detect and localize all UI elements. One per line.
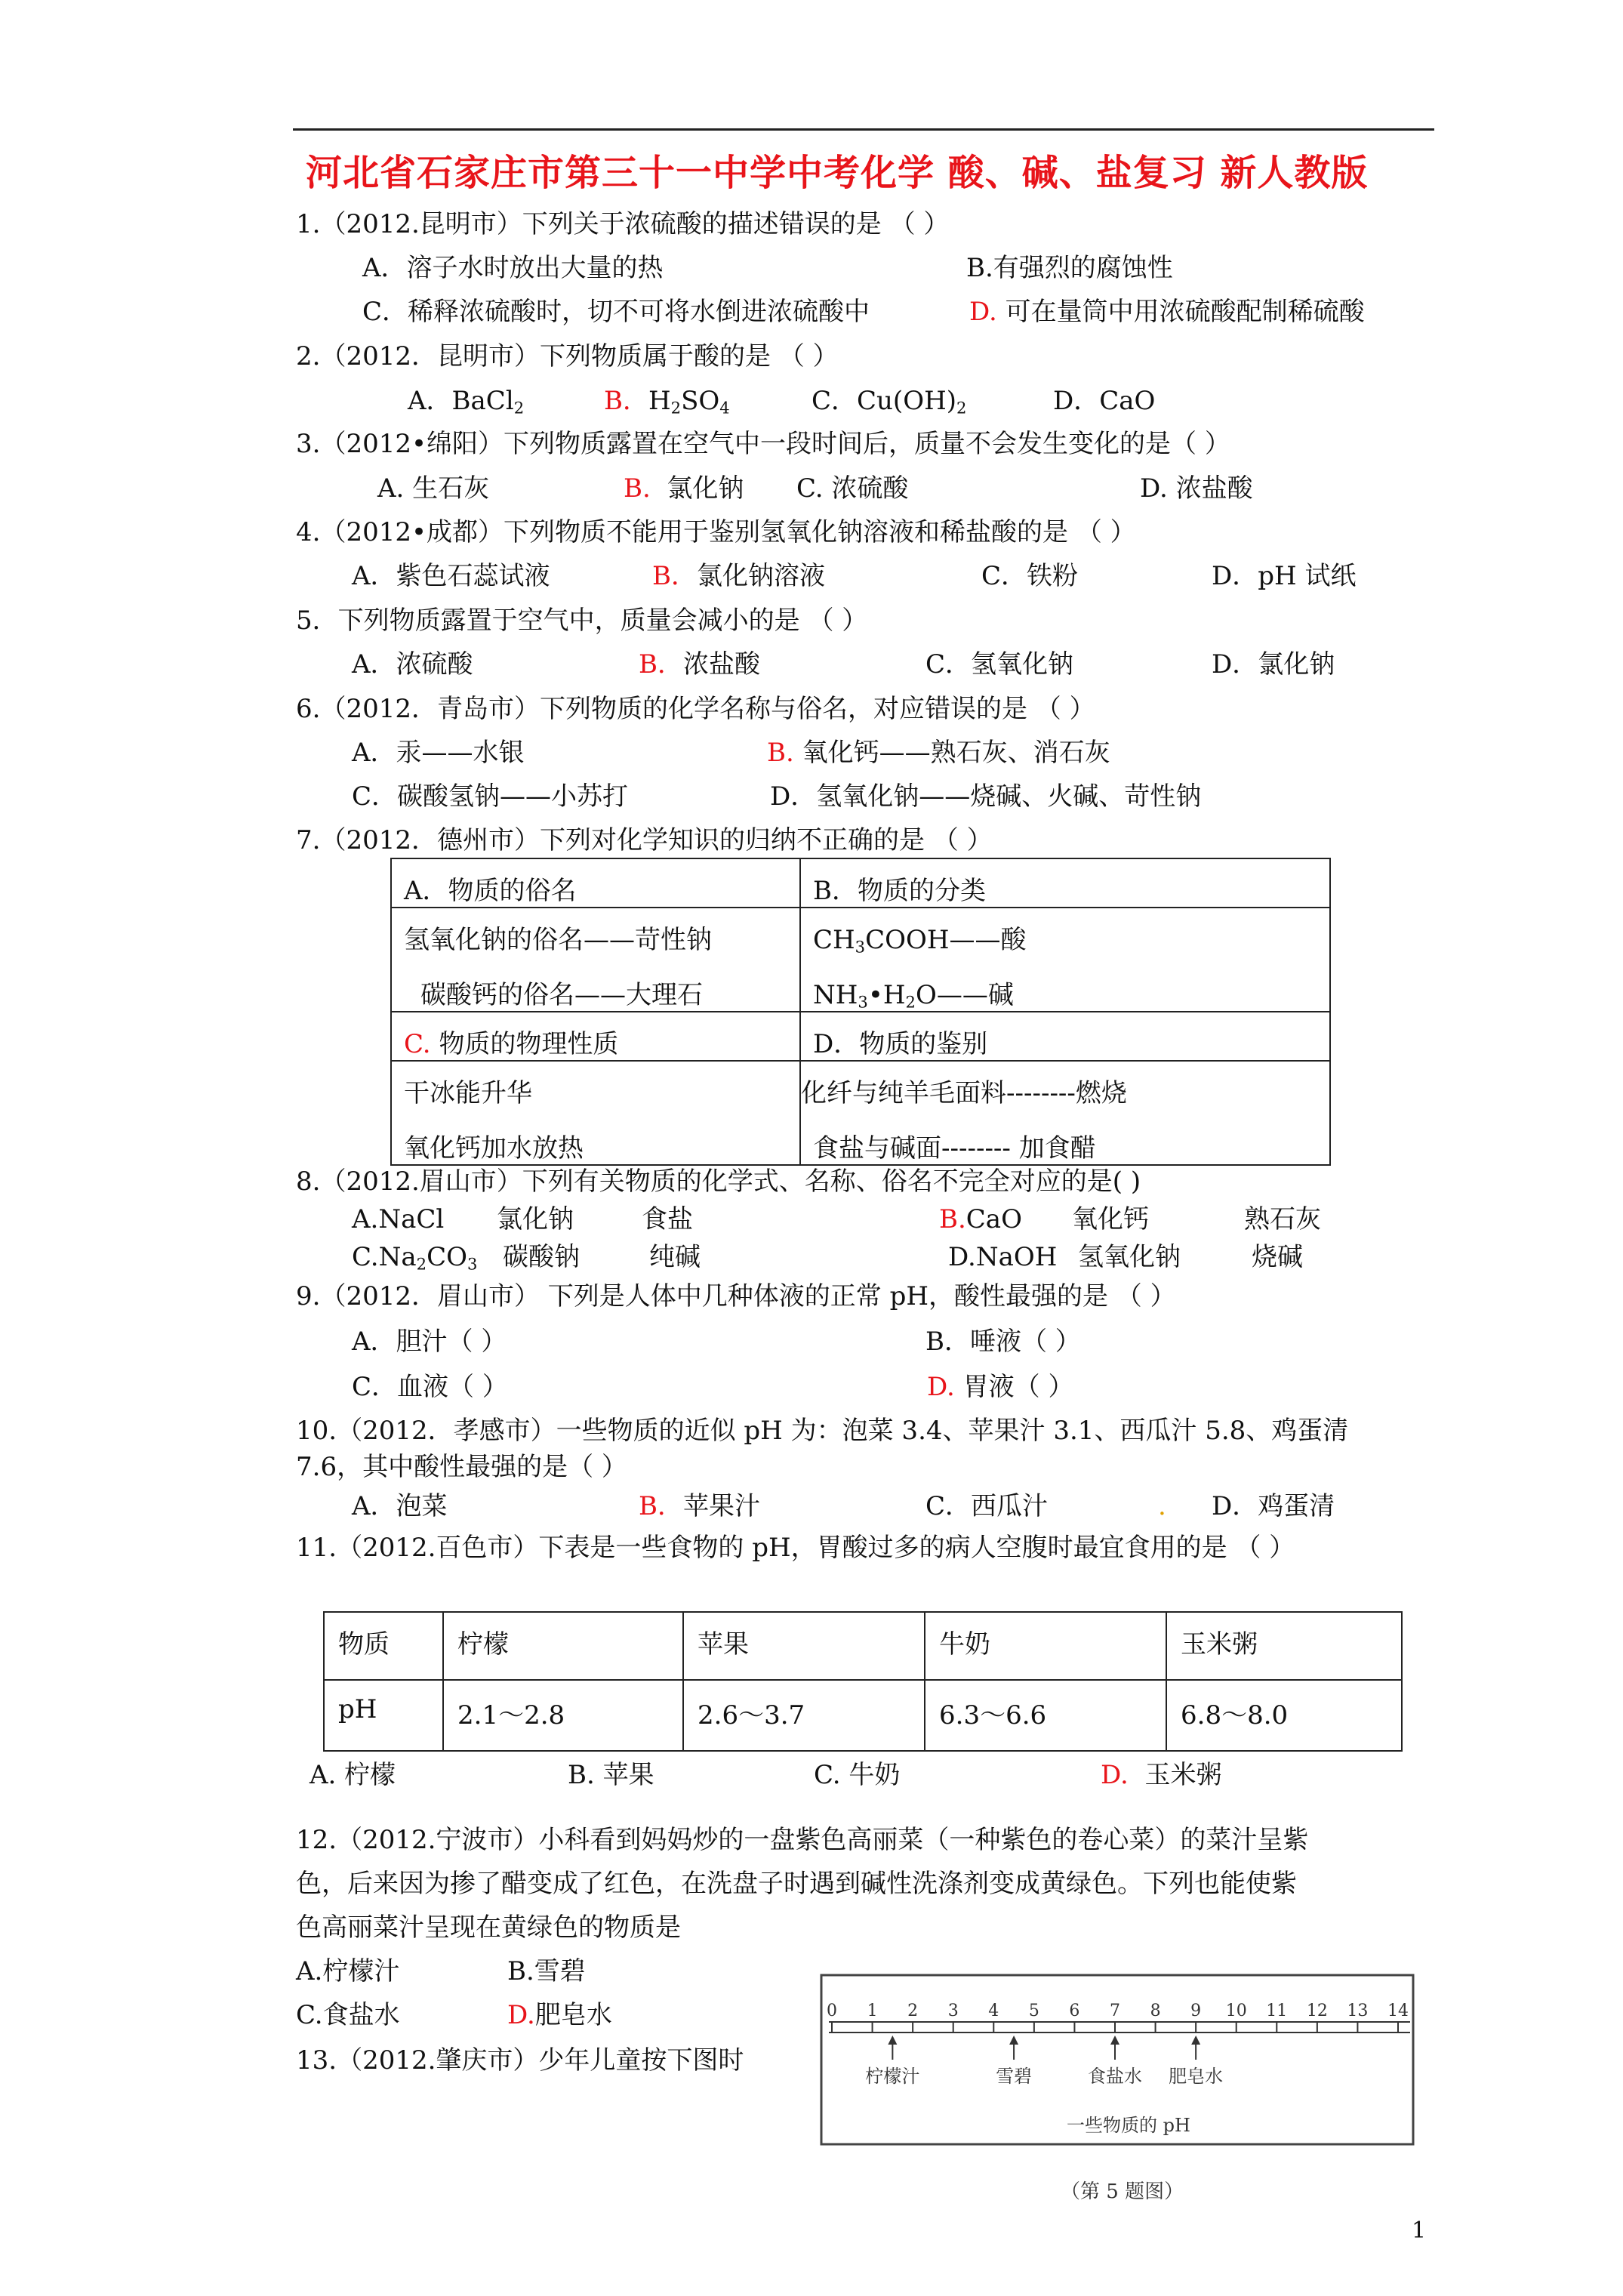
question-7-stem: 7.（2012．德州市）下列对化学知识的归纳不正确的是 （ ） bbox=[296, 825, 993, 855]
q11-cell-2: 2.6～3.7 bbox=[698, 1700, 805, 1730]
question-3-stem: 3.（2012•绵阳）下列物质露置在空气中一段时间后，质量不会发生变化的是（ ） bbox=[296, 429, 1230, 459]
page-number: 1 bbox=[1412, 2217, 1427, 2244]
q1-option-d-text: 可在量筒中用浓硫酸配制稀硫酸 bbox=[1005, 297, 1365, 327]
q11-option-b: B. 苹果 bbox=[568, 1760, 654, 1790]
answer-letter: C. bbox=[404, 1029, 431, 1059]
tick-label: 2 bbox=[907, 2002, 919, 2020]
q6-option-a: A．汞——水银 bbox=[352, 738, 525, 768]
q8-a-formula: A.NaCl bbox=[352, 1204, 445, 1234]
q10-option-b: B．苹果汁 bbox=[639, 1491, 760, 1521]
q7-cell-c-line2: 氧化钙加水放热 bbox=[404, 1133, 584, 1163]
top-rule bbox=[293, 128, 1434, 131]
tick-label: 13 bbox=[1347, 2002, 1369, 2020]
q8-b-formula: B.CaO bbox=[939, 1204, 1022, 1234]
q11-header-3: 牛奶 bbox=[939, 1629, 990, 1660]
tick-label: 0 bbox=[827, 2002, 837, 2020]
q2-option-a: A．BaCl$_2$ bbox=[408, 386, 525, 418]
marker-label: 肥皂水 bbox=[1169, 2066, 1224, 2087]
q7-cell-d-head: D．物质的鉴别 bbox=[813, 1029, 988, 1059]
tick-label: 4 bbox=[988, 2002, 999, 2020]
q12-option-a: A.柠檬汁 bbox=[296, 1956, 400, 1986]
tick-label: 7 bbox=[1110, 2002, 1120, 2020]
q11-cell-1: 2.1～2.8 bbox=[457, 1700, 565, 1730]
ph-scale-figure bbox=[815, 1968, 1419, 2171]
tick-label: 3 bbox=[947, 2002, 959, 2020]
q5-option-d: D．氯化钠 bbox=[1212, 649, 1335, 680]
q8-c-common: 纯碱 bbox=[649, 1242, 701, 1272]
q11-option-d: D. 玉米粥 bbox=[1101, 1760, 1222, 1790]
answer-letter: B． bbox=[639, 1491, 683, 1521]
q7-cell-b-line1: $CH_3COOH——$酸 bbox=[813, 925, 1027, 957]
q10-option-d: D．鸡蛋清 bbox=[1212, 1491, 1335, 1521]
q8-b-common: 熟石灰 bbox=[1244, 1204, 1321, 1234]
q2-option-d: D．CaO bbox=[1053, 386, 1156, 416]
q8-d-formula: D.NaOH bbox=[948, 1242, 1058, 1272]
q9-option-a: A．胆汁（ ） bbox=[352, 1327, 507, 1357]
q5-option-c: C．氢氧化钠 bbox=[925, 649, 1074, 680]
q1-option-d bbox=[969, 299, 1365, 325]
q11-header-2: 苹果 bbox=[698, 1629, 749, 1660]
answer-letter: B. bbox=[767, 738, 794, 768]
q2-option-c: C．$Cu(OH)_2$ bbox=[812, 386, 967, 418]
marker-label: 食盐水 bbox=[1088, 2066, 1142, 2087]
q11-option-c: C. 牛奶 bbox=[814, 1760, 901, 1790]
tick-label: 14 bbox=[1387, 2002, 1409, 2020]
q7-cell-a-line2: 碳酸钙的俗名——大理石 bbox=[420, 980, 703, 1010]
question-4-stem: 4.（2012•成都）下列物质不能用于鉴别氢氧化钠溶液和稀盐酸的是 （ ） bbox=[296, 517, 1136, 547]
q2-option-b: B．$H_2SO_4$ bbox=[604, 386, 730, 418]
q11-cell-0: pH bbox=[338, 1694, 377, 1724]
q12-option-c: C.食盐水 bbox=[296, 2000, 400, 2030]
tick-label: 6 bbox=[1069, 2002, 1080, 2020]
q8-a-common: 食盐 bbox=[642, 1204, 693, 1234]
q6-option-d: D．氢氧化钠——烧碱、火碱、苛性钠 bbox=[770, 781, 1202, 812]
q9-option-c: C．血液（ ） bbox=[352, 1372, 508, 1402]
q10-option-a: A．泡菜 bbox=[352, 1491, 448, 1521]
q1-option-c: C．稀释浓硫酸时，切不可将水倒进浓硫酸中 bbox=[362, 297, 870, 327]
figure-caption: 一些物质的 pH bbox=[1067, 2115, 1190, 2136]
q7-cell-c-line1: 干冰能升华 bbox=[404, 1078, 532, 1108]
question-8-stem: 8.（2012.眉山市）下列有关物质的化学式、名称、俗名不完全对应的是( ) bbox=[296, 1166, 1141, 1197]
marker-arrow-head bbox=[1191, 2036, 1200, 2045]
q11-header-1: 柠檬 bbox=[457, 1629, 509, 1660]
question-10-stem-line2: 7.6，其中酸性最强的是（ ） bbox=[296, 1452, 627, 1482]
marker-label: 雪碧 bbox=[996, 2066, 1033, 2087]
q7-cell-a-head: A．物质的俗名 bbox=[404, 876, 577, 906]
q11-cell-4: 6.8～8.0 bbox=[1181, 1700, 1289, 1730]
q6-option-c: C．碳酸氢钠——小苏打 bbox=[352, 781, 629, 812]
q4-option-a: A．紫色石蕊试液 bbox=[352, 561, 550, 591]
q3-option-c: C. 浓硫酸 bbox=[796, 473, 909, 504]
q3-option-a: A. 生石灰 bbox=[377, 473, 490, 504]
q6-option-b: B. 氧化钙——熟石灰、消石灰 bbox=[767, 738, 1110, 768]
q7-cell-d-line2: 食盐与碱面-------- 加食醋 bbox=[813, 1133, 1096, 1163]
answer-letter: B． bbox=[652, 561, 697, 591]
answer-letter: D. bbox=[1101, 1760, 1129, 1790]
answer-letter: D. bbox=[507, 2000, 535, 2030]
tick-label: 8 bbox=[1150, 2002, 1161, 2020]
question-13-stem: 13.（2012.肇庆市）少年儿童按下图时 bbox=[296, 2045, 744, 2076]
q10-dot-mark: . bbox=[1158, 1491, 1166, 1521]
tick-label: 10 bbox=[1225, 2002, 1247, 2020]
tick-label: 11 bbox=[1266, 2002, 1288, 2020]
tick-label: 12 bbox=[1306, 2002, 1328, 2020]
q5-option-a: A．浓硫酸 bbox=[352, 649, 473, 680]
q8-d-common: 烧碱 bbox=[1252, 1242, 1303, 1272]
q7-cell-b-line2: $NH_3•H_2O——$碱 bbox=[813, 980, 1014, 1012]
q12-option-d: D.肥皂水 bbox=[507, 2000, 612, 2030]
q8-c-name: 碳酸钠 bbox=[503, 1242, 580, 1272]
q7-cell-a-line1: 氢氧化钠的俗名——苛性钠 bbox=[404, 925, 712, 955]
question-6-stem: 6.（2012．青岛市）下列物质的化学名称与俗名，对应错误的是 （ ） bbox=[296, 694, 1095, 724]
marker-arrow-head bbox=[1110, 2036, 1119, 2045]
tick-label: 1 bbox=[867, 2002, 878, 2020]
q9-option-d: D. 胃液（ ） bbox=[927, 1372, 1074, 1402]
question-12-line2: 色，后来因为掺了醋变成了红色，在洗盘子时遇到碱性洗涤剂变成黄绿色。下列也能使紫 bbox=[296, 1869, 1297, 1899]
q3-option-d: D. 浓盐酸 bbox=[1140, 473, 1253, 504]
q11-table bbox=[323, 1611, 1403, 1752]
q11-option-a: A. 柠檬 bbox=[310, 1760, 396, 1790]
page-title: 河北省石家庄市第三十一中学中考化学 酸、碱、盐复习 新人教版 bbox=[306, 152, 1369, 194]
answer-letter: D. bbox=[927, 1372, 955, 1402]
tick-label: 9 bbox=[1190, 2002, 1202, 2020]
q12-option-b: B.雪碧 bbox=[507, 1956, 586, 1986]
q10-option-c: C．西瓜汁 bbox=[925, 1491, 1049, 1521]
answer-letter: B． bbox=[639, 649, 683, 680]
answer-letter: B． bbox=[604, 386, 648, 416]
question-12-line1: 12.（2012.宁波市）小科看到妈妈炒的一盘紫色高丽菜（一种紫色的卷心菜）的菜汁呈紫 bbox=[296, 1825, 1309, 1855]
answer-letter: D. bbox=[969, 297, 997, 327]
q8-b-name: 氧化钙 bbox=[1072, 1204, 1149, 1234]
answer-letter: B. bbox=[939, 1204, 966, 1234]
q4-option-c: C．铁粉 bbox=[981, 561, 1079, 591]
q4-option-b: B．氯化钠溶液 bbox=[652, 561, 825, 591]
q8-c-formula: $C.Na_2CO_3$ bbox=[352, 1242, 478, 1274]
q1-option-a: A．溶子水时放出大量的热 bbox=[362, 253, 664, 283]
question-12-line3: 色高丽菜汁呈现在黄绿色的物质是 bbox=[296, 1912, 681, 1943]
answer-letter: B. bbox=[624, 473, 651, 504]
q4-option-d: D．pH 试纸 bbox=[1212, 561, 1357, 591]
question-1-stem: 1.（2012.昆明市）下列关于浓硫酸的描述错误的是 （ ） bbox=[296, 209, 950, 239]
q7-cell-d-line1: 化纤与纯羊毛面料--------燃烧 bbox=[801, 1078, 1127, 1108]
marker-label: 柠檬汁 bbox=[865, 2066, 920, 2087]
q11-header-4: 玉米粥 bbox=[1181, 1629, 1258, 1660]
marker-arrow-head bbox=[1009, 2036, 1018, 2045]
figure-number: （第 5 题图） bbox=[1061, 2180, 1184, 2203]
question-10-stem-line1: 10.（2012．孝感市）一些物质的近似 pH 为：泡菜 3.4、苹果汁 3.1、西瓜汁 5.8、鸡蛋清 bbox=[296, 1416, 1349, 1446]
q9-option-b: B．唾液（ ） bbox=[925, 1327, 1081, 1357]
question-2-stem: 2.（2012．昆明市）下列物质属于酸的是 （ ） bbox=[296, 341, 839, 371]
q3-option-b: B. 氯化钠 bbox=[624, 473, 744, 504]
q7-table bbox=[390, 858, 1331, 1166]
marker-arrow-head bbox=[888, 2036, 897, 2045]
q11-header-0: 物质 bbox=[338, 1629, 390, 1660]
q7-cell-c-head: C. 物质的物理性质 bbox=[404, 1029, 619, 1059]
q1-option-b: B.有强烈的腐蚀性 bbox=[966, 253, 1173, 283]
tick-label: 5 bbox=[1028, 2002, 1039, 2020]
q11-cell-3: 6.3～6.6 bbox=[939, 1700, 1047, 1730]
q8-d-name: 氢氧化钠 bbox=[1078, 1242, 1181, 1272]
question-9-stem: 9.（2012．眉山市） 下列是人体中几种体液的正常 pH，酸性最强的是 （ ） bbox=[296, 1281, 1176, 1311]
question-11-stem: 11.（2012.百色市）下表是一些食物的 pH，胃酸过多的病人空腹时最宜食用的是 （ ） bbox=[296, 1533, 1295, 1563]
question-5-stem: 5．下列物质露置于空气中，质量会减小的是 （ ） bbox=[296, 606, 868, 636]
q7-cell-b-head: B．物质的分类 bbox=[813, 876, 986, 906]
q8-a-name: 氯化钠 bbox=[497, 1204, 574, 1234]
q5-option-b: B．浓盐酸 bbox=[639, 649, 760, 680]
